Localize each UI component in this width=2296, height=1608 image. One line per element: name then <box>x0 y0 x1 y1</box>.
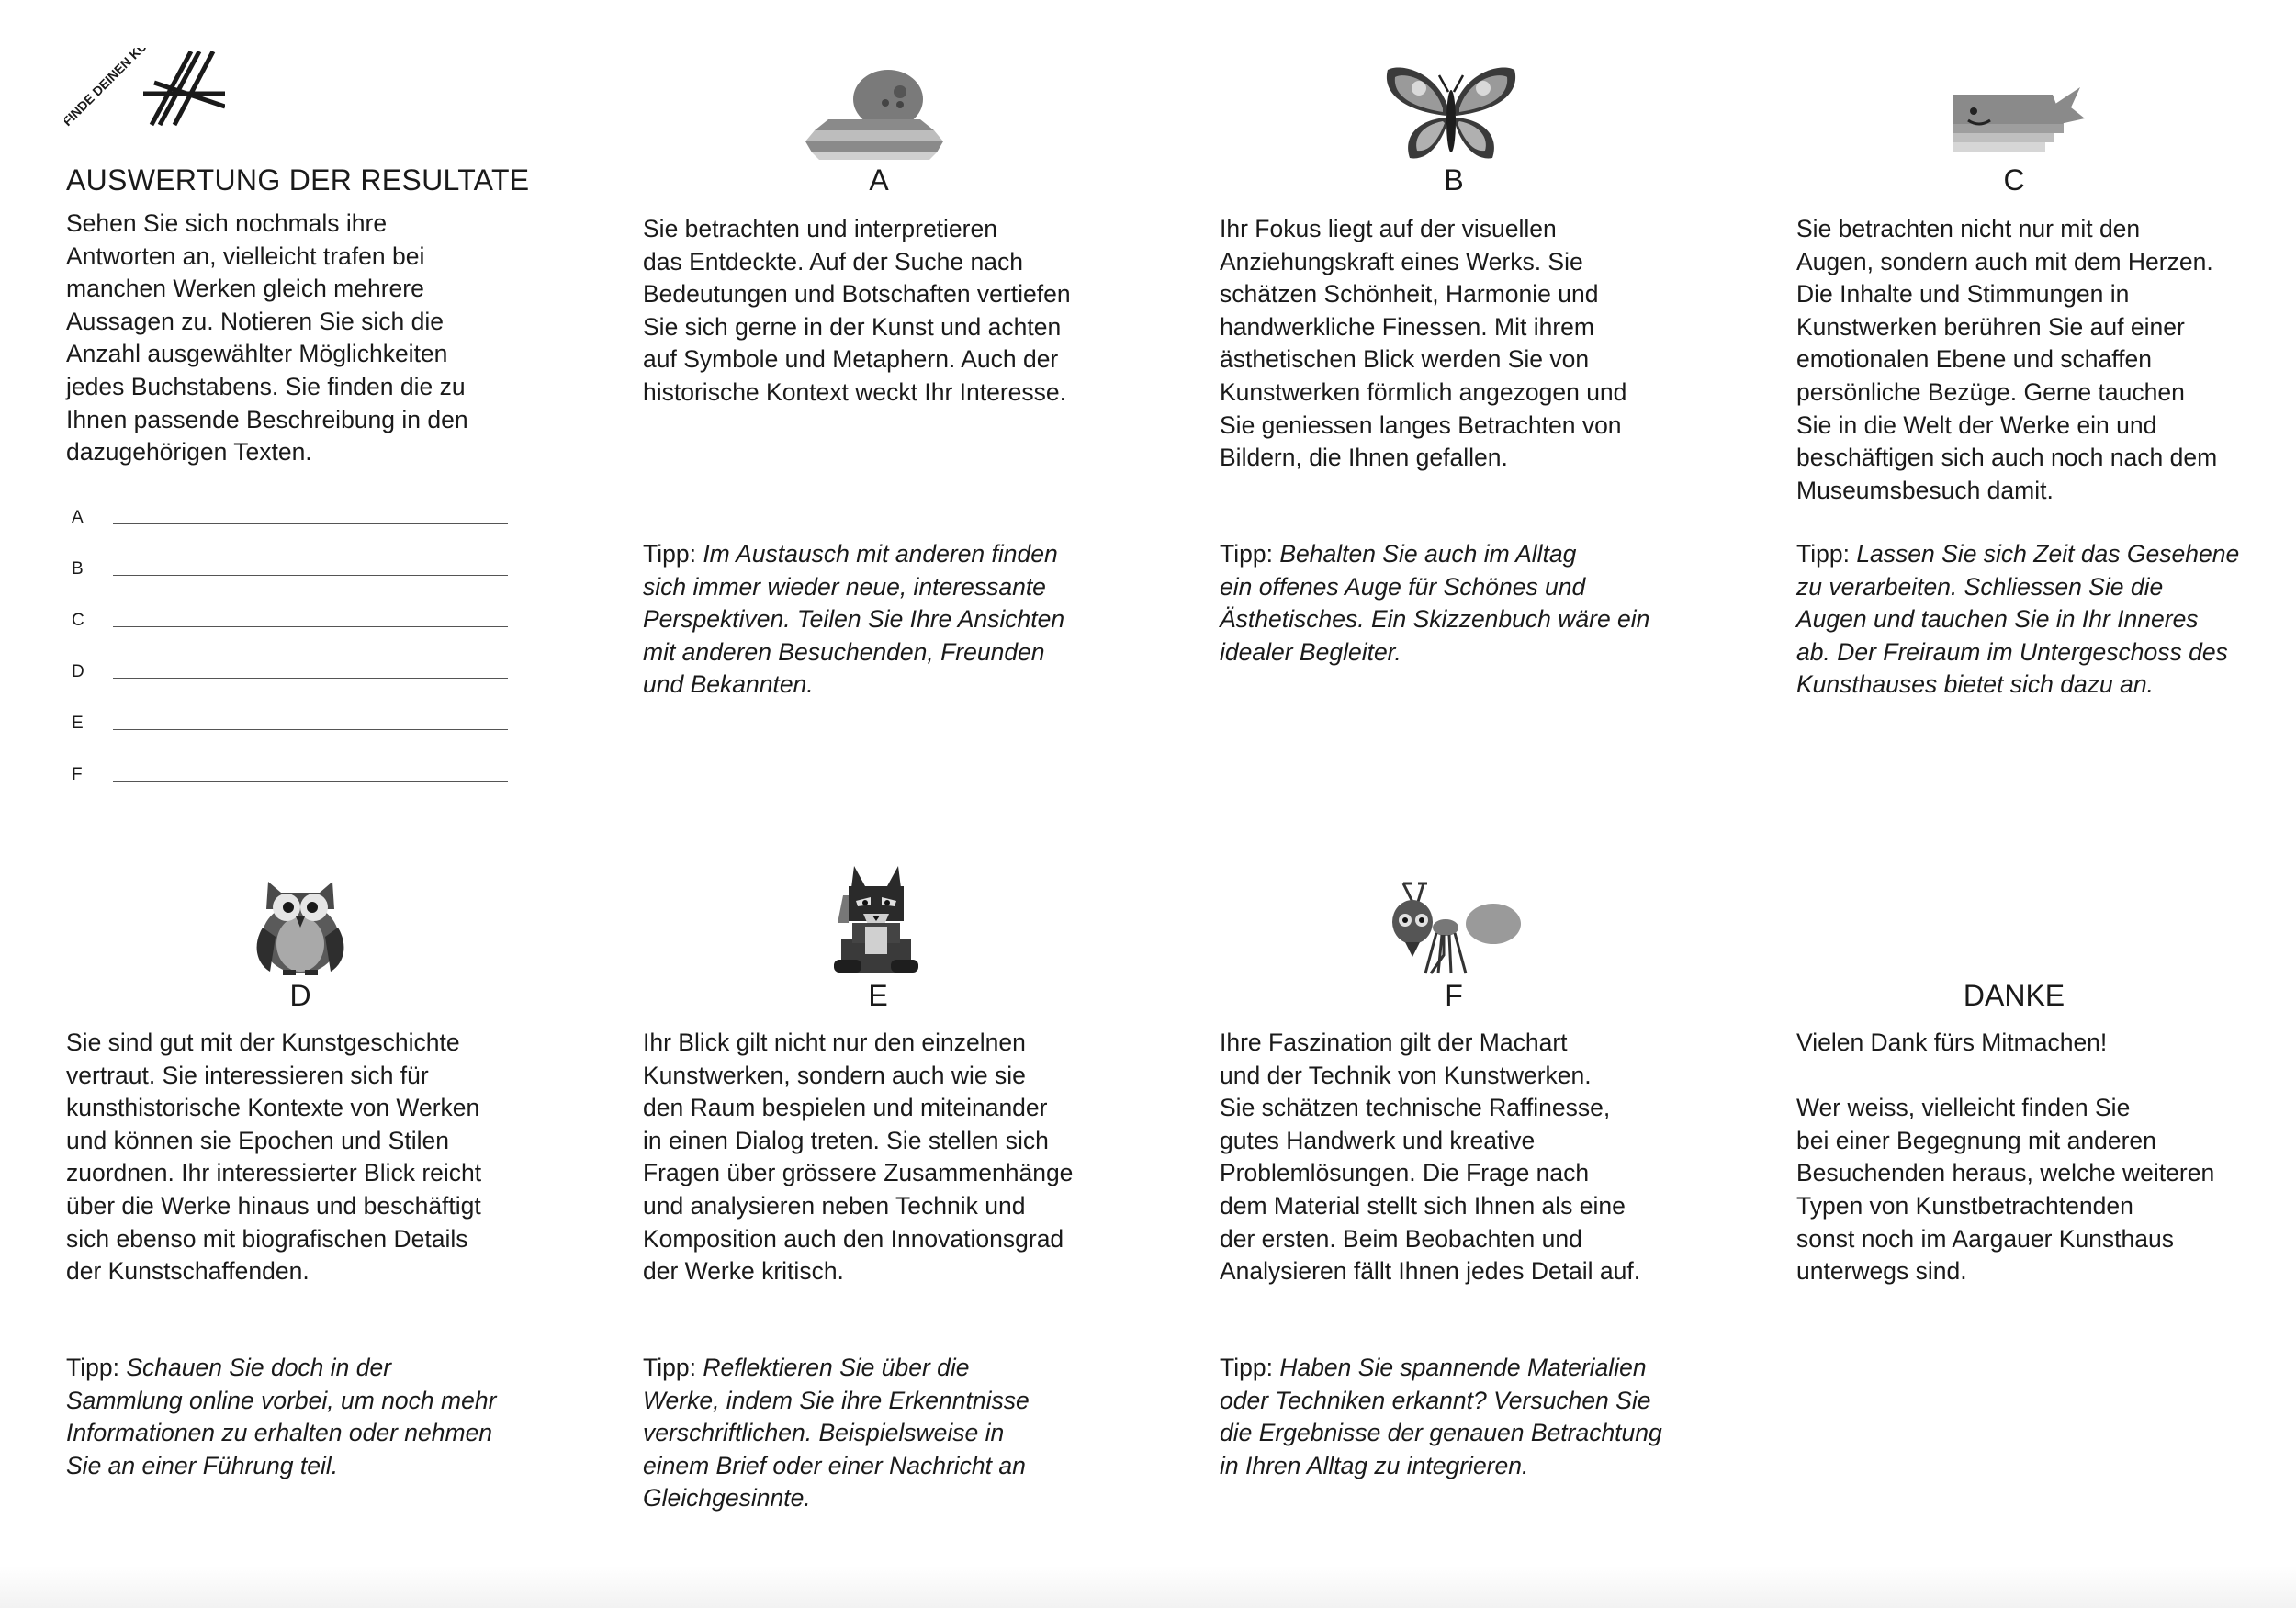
tip-line: Lassen Sie sich Zeit das Gesehene <box>1856 540 2240 568</box>
tally-row-a <box>66 500 516 552</box>
text-line: den Raum bespielen und miteinander <box>643 1094 1048 1122</box>
tally-row-e <box>66 706 516 758</box>
tip-text <box>1796 538 2283 702</box>
type-f-tip <box>1220 1352 1706 1482</box>
tip-label: Tipp: <box>1220 540 1273 568</box>
text-line: unterwegs sind. <box>1796 1257 1967 1286</box>
tip-label: Tipp: <box>643 540 696 568</box>
tip-line: Ästhetisches. Ein Skizzenbuch wäre ein <box>1220 605 1650 634</box>
intro-line: Antworten an, vielleicht trafen bei <box>66 242 425 270</box>
text-line: Kunstwerken berühren Sie auf einer <box>1796 312 2185 341</box>
tip-line: Informationen zu erhalten oder nehmen <box>66 1419 493 1447</box>
intro-text <box>66 208 553 469</box>
text-line: dem Material stellt sich Ihnen als eine <box>1220 1191 1626 1220</box>
type-description <box>66 1027 553 1288</box>
tip-line: in Ihren Alltag zu integrieren. <box>1220 1451 1529 1479</box>
text-line: Sie betrachten und interpretieren <box>643 215 997 242</box>
type-a-section <box>643 213 1130 410</box>
tip-line: Augen und tauchen Sie in Ihr Inneres <box>1796 605 2199 634</box>
text-line: handwerkliche Finessen. Mit ihrem <box>1220 312 1594 341</box>
text-line: sonst noch im Aargauer Kunsthaus <box>1796 1224 2174 1253</box>
text-line: Wer weiss, vielleicht finden Sie <box>1796 1094 2131 1122</box>
tip-line: Behalten Sie auch im Alltag <box>1279 540 1577 568</box>
cat-icon <box>825 859 928 976</box>
tip-line: Haben Sie spannende Materialien <box>1279 1354 1647 1381</box>
type-description <box>1220 1027 1706 1288</box>
text-line: sich ebenso mit biografischen Details <box>66 1224 468 1253</box>
logo-mark <box>143 51 225 125</box>
text-line: auf Symbole und Metaphern. Auch der <box>643 345 1059 374</box>
type-f-section <box>1220 1027 1706 1288</box>
text-line: Augen, sondern auch mit dem Herzen. <box>1796 247 2213 275</box>
tally-row-d <box>66 655 516 706</box>
text-line: emotionalen Ebene und schaffen <box>1796 345 2153 374</box>
text-line: vertraut. Sie interessieren sich für <box>66 1061 429 1089</box>
tip-line: idealer Begleiter. <box>1220 637 1401 666</box>
tally-label: C <box>72 611 84 630</box>
tip-line: sich immer wieder neue, interessante <box>643 572 1046 601</box>
tip-line: mit anderen Besuchenden, Freunden <box>643 637 1045 666</box>
type-d-section <box>66 1027 553 1288</box>
tally-row-b <box>66 552 516 603</box>
logo <box>64 48 225 130</box>
tally-label: D <box>72 662 84 681</box>
thanks-title-f: F <box>1445 979 1463 1012</box>
tip-line: Sammlung online vorbei, um noch mehr <box>66 1386 497 1414</box>
intro-title: AUSWERTUNG DER RESULTATE <box>66 163 530 197</box>
write-line[interactable] <box>113 626 508 627</box>
text-line: Bedeutungen und Botschaften vertiefen <box>643 280 1071 309</box>
text-line: Sie sich gerne in der Kunst und achten <box>643 312 1062 341</box>
tip-line: Kunsthauses bietet sich dazu an. <box>1796 670 2154 699</box>
tip-text <box>643 538 1130 702</box>
text-line: ästhetischen Blick werden Sie von <box>1220 345 1590 374</box>
intro-line: Ihnen passende Beschreibung in den <box>66 405 468 433</box>
tip-line: Im Austausch mit anderen finden <box>703 540 1058 568</box>
text-line: in einen Dialog treten. Sie stellen sich <box>643 1126 1049 1154</box>
type-description <box>643 1027 1130 1288</box>
text-line: beschäftigen sich auch noch nach dem <box>1796 444 2218 472</box>
tally-label: B <box>72 559 84 579</box>
tally-row-c <box>66 603 516 655</box>
intro-section <box>66 165 553 469</box>
write-line[interactable] <box>113 781 508 782</box>
text-line: Vielen Dank fürs Mitmachen! <box>1796 1029 2108 1056</box>
tip-text <box>643 1352 1130 1515</box>
tip-line: ein offenes Auge für Schönes und <box>1220 572 1586 601</box>
text-line: kunsthistorische Kontexte von Werken <box>66 1094 480 1122</box>
tip-label: Tipp: <box>643 1354 696 1381</box>
text-line: Sie betrachten nicht nur mit den <box>1796 215 2141 242</box>
text-line: Sie geniessen langes Betrachten von <box>1220 410 1622 439</box>
tip-line: einem Brief oder einer Nachricht an <box>643 1451 1026 1479</box>
ant-icon <box>1385 882 1523 978</box>
type-letter-b: B <box>1444 163 1464 197</box>
owl-icon <box>250 872 351 975</box>
tip-line: Sie an einer Führung teil. <box>66 1451 339 1479</box>
type-c-section <box>1796 213 2283 507</box>
type-description <box>1220 213 1706 475</box>
text-line: Ihre Faszination gilt der Machart <box>1220 1029 1568 1056</box>
text-line: Die Inhalte und Stimmungen in <box>1796 280 2130 309</box>
tip-line: und Bekannten. <box>643 670 814 699</box>
text-line: Ihr Fokus liegt auf der visuellen <box>1220 215 1557 242</box>
tip-line: verschriftlichen. Beispielsweise in <box>643 1419 1005 1447</box>
type-e-tip <box>643 1352 1130 1515</box>
text-line: und können sie Epochen und Stilen <box>66 1126 449 1154</box>
text-line: der ersten. Beim Beobachten und <box>1220 1224 1582 1253</box>
type-letter-e: E <box>868 979 888 1012</box>
text-line: schätzen Schönheit, Harmonie und <box>1220 280 1599 309</box>
write-line[interactable] <box>113 575 508 576</box>
text-line: Bildern, die Ihnen gefallen. <box>1220 444 1508 472</box>
tally-label: A <box>72 508 84 527</box>
text-line: persönliche Bezüge. Gerne tauchen <box>1796 377 2185 406</box>
tip-label: Tipp: <box>66 1354 119 1381</box>
tip-line: Reflektieren Sie über die <box>703 1354 970 1381</box>
type-description <box>1796 213 2283 507</box>
intro-line: Sehen Sie sich nochmals ihre <box>66 209 388 237</box>
text-line: Fragen über grössere Zusammenhänge <box>643 1159 1074 1187</box>
text-line: Sie sind gut mit der Kunstgeschichte <box>66 1029 460 1056</box>
butterfly-icon <box>1382 62 1520 163</box>
text-line: das Entdeckte. Auf der Suche nach <box>643 247 1023 275</box>
type-b-tip <box>1220 538 1706 669</box>
type-letter-d: D <box>289 979 311 1012</box>
text-line: Kunstwerken, sondern auch wie sie <box>643 1061 1026 1089</box>
intro-line: Aussagen zu. Notieren Sie sich die <box>66 307 444 335</box>
tip-label: Tipp: <box>1796 540 1850 568</box>
text-line: gutes Handwerk und kreative <box>1220 1126 1536 1154</box>
tip-line: Perspektiven. Teilen Sie Ihre Ansichten <box>643 605 1065 634</box>
text-line: Kunstwerken förmlich angezogen und <box>1220 377 1627 406</box>
tally-label: E <box>72 714 84 733</box>
text-line: historische Kontext weckt Ihr Interesse. <box>643 377 1067 406</box>
text-line: und der Technik von Kunstwerken. <box>1220 1061 1592 1089</box>
text-line: zuordnen. Ihr interessierter Blick reicht <box>66 1159 482 1187</box>
type-d-tip <box>66 1352 553 1482</box>
text-line: Komposition auch den Innovationsgrad <box>643 1224 1064 1253</box>
tip-line: oder Techniken erkannt? Versuchen Sie <box>1220 1386 1651 1414</box>
text-line: der Werke kritisch. <box>643 1257 844 1286</box>
tip-line: Schauen Sie doch in der <box>126 1354 392 1381</box>
intro-line: jedes Buchstabens. Sie finden die zu <box>66 372 466 400</box>
intro-line: dazugehörigen Texten. <box>66 438 312 467</box>
type-letter-c: C <box>2003 163 2025 197</box>
page-edge-shadow <box>0 1566 2296 1608</box>
tally-row-f <box>66 758 516 809</box>
text-line: Anziehungskraft eines Werks. Sie <box>1220 247 1583 275</box>
text-line: Problemlösungen. Die Frage nach <box>1220 1159 1590 1187</box>
tally-label: F <box>72 765 83 784</box>
type-c-tip <box>1796 538 2283 702</box>
tip-text <box>66 1352 553 1482</box>
write-line[interactable] <box>113 729 508 730</box>
text-line: Sie schätzen technische Raffinesse, <box>1220 1094 1611 1122</box>
text-line: Sie in die Welt der Werke ein und <box>1796 410 2157 439</box>
text-line: und analysieren neben Technik und <box>643 1191 1026 1220</box>
text-line: Ihr Blick gilt nicht nur den einzelnen <box>643 1029 1026 1056</box>
thanks-section <box>1796 1027 2283 1288</box>
text-line: bei einer Begegnung mit anderen <box>1796 1126 2156 1154</box>
thanks-text <box>1796 1027 2283 1288</box>
type-e-section <box>643 1027 1130 1288</box>
intro-line: Anzahl ausgewählter Möglichkeiten <box>66 340 448 368</box>
tip-text <box>1220 538 1706 669</box>
write-line[interactable] <box>113 523 508 524</box>
tally-lines <box>66 500 516 809</box>
octopus-icon <box>801 64 948 161</box>
whale-icon <box>1952 87 2085 161</box>
text-line: Analysieren fällt Ihnen jedes Detail auf. <box>1220 1257 1641 1286</box>
tip-text <box>1220 1352 1706 1482</box>
type-description <box>643 213 1130 410</box>
text-line: Besuchenden heraus, welche weiteren <box>1796 1159 2215 1187</box>
write-line[interactable] <box>113 678 508 679</box>
tip-label: Tipp: <box>1220 1354 1273 1381</box>
type-letter-a: A <box>869 163 889 197</box>
text-line: über die Werke hinaus und beschäftigt <box>66 1191 481 1220</box>
type-a-tip <box>643 538 1130 702</box>
tip-line: ab. Der Freiraum im Untergeschoss des <box>1796 637 2228 666</box>
type-b-section <box>1220 213 1706 475</box>
text-line: Museumsbesuch damit. <box>1796 476 2054 504</box>
thanks-title: DANKE <box>1963 979 2065 1012</box>
tip-line: zu verarbeiten. Schliessen Sie die <box>1796 572 2164 601</box>
text-line: der Kunstschaffenden. <box>66 1257 310 1286</box>
tip-line: Werke, indem Sie ihre Erkenntnisse <box>643 1386 1030 1414</box>
text-line: Typen von Kunstbetrachtenden <box>1796 1191 2133 1220</box>
tip-line: Gleichgesinnte. <box>643 1484 811 1512</box>
intro-line: manchen Werken gleich mehrere <box>66 275 424 303</box>
logo-text: FINDE DEINEN KUNSTTYP <box>64 48 186 129</box>
tip-line: die Ergebnisse der genauen Betrachtung <box>1220 1419 1662 1447</box>
